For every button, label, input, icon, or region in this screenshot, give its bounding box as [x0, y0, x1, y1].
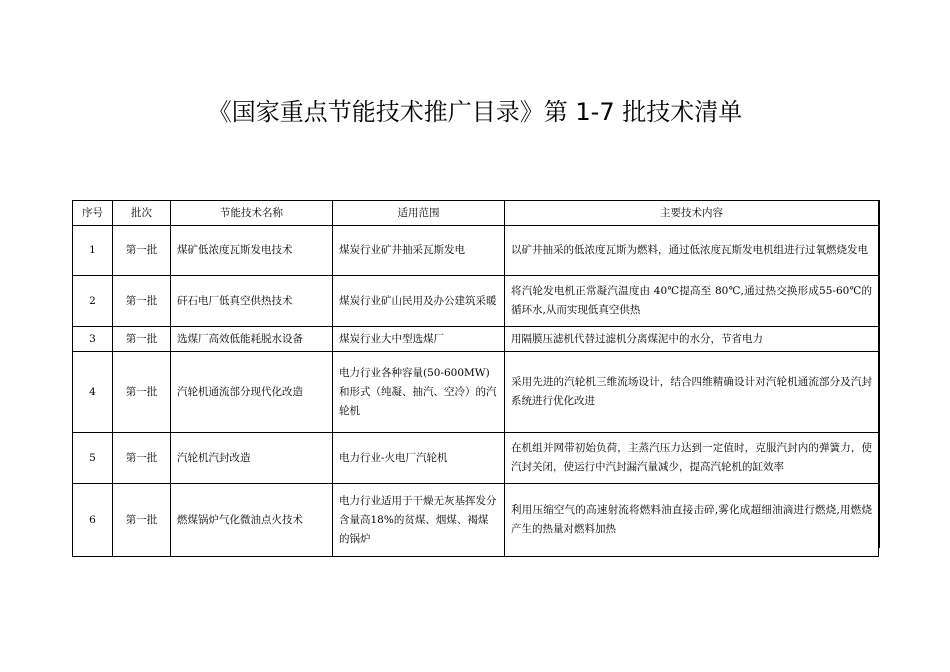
- cell-no: 2: [73, 276, 113, 327]
- cell-content: 以矿井抽采的低浓度瓦斯为燃料，通过低浓度瓦斯发电机组进行过氧燃烧发电: [505, 226, 879, 276]
- table-row: [73, 276, 879, 327]
- cell-batch: 第一批: [113, 226, 171, 276]
- cell-name: 矸石电厂低真空供热技术: [171, 276, 333, 327]
- cell-name: 汽轮机通流部分现代化改造: [171, 352, 333, 433]
- table-header-row: [73, 201, 879, 226]
- cell-scope: 电力行业各种容量(50-600MW)和形式（纯凝、抽汽、空冷）的汽轮机: [333, 352, 505, 433]
- cell-scope: 煤炭行业矿山民用及办公建筑采暖: [333, 276, 505, 327]
- table-row: [73, 484, 879, 557]
- table-row: [73, 433, 879, 484]
- table-right-border: [878, 200, 880, 548]
- cell-name: 煤矿低浓度瓦斯发电技术: [171, 226, 333, 276]
- cell-batch: 第一批: [113, 276, 171, 327]
- header-content: 主要技术内容: [505, 201, 879, 226]
- cell-scope: 电力行业适用于干燥无灰基挥发分含量高18%的贫煤、烟煤、褐煤的锅炉: [333, 484, 505, 557]
- cell-content: 用隔膜压滤机代替过滤机分离煤泥中的水分，节省电力: [505, 327, 879, 352]
- cell-batch: 第一批: [113, 327, 171, 352]
- cell-name: 汽轮机汽封改造: [171, 433, 333, 484]
- technology-table: [72, 200, 879, 557]
- cell-scope: 煤炭行业矿井抽采瓦斯发电: [333, 226, 505, 276]
- table-row: [73, 226, 879, 276]
- cell-batch: 第一批: [113, 484, 171, 557]
- header-no: 序号: [73, 201, 113, 226]
- cell-batch: 第一批: [113, 433, 171, 484]
- cell-content: 在机组并网带初始负荷，主蒸汽压力达到一定值时，克服汽封内的弹簧力，使汽封关闭，使运行中汽封漏汽量减少，提高汽轮机的缸效率: [505, 433, 879, 484]
- cell-content: 利用压缩空气的高速射流将燃料油直接击碎,雾化成超细油滴进行燃烧,用燃烧产生的热量对燃料加热: [505, 484, 879, 557]
- cell-no: 6: [73, 484, 113, 557]
- cell-no: 3: [73, 327, 113, 352]
- header-name: 节能技术名称: [171, 201, 333, 226]
- cell-name: 选煤厂高效低能耗脱水设备: [171, 327, 333, 352]
- table-row: [73, 327, 879, 352]
- cell-name: 燃煤锅炉气化微油点火技术: [171, 484, 333, 557]
- cell-no: 1: [73, 226, 113, 276]
- cell-content: 将汽轮发电机正常凝汽温度由 40℃提高至 80℃,通过热交换形成55-60℃的循环水,从而实现低真空供热: [505, 276, 879, 327]
- document-title: 《国家重点节能技术推广目录》第 1-7 批技术清单: [207, 98, 743, 126]
- cell-no: 5: [73, 433, 113, 484]
- header-scope: 适用范围: [333, 201, 505, 226]
- header-batch: 批次: [113, 201, 171, 226]
- cell-batch: 第一批: [113, 352, 171, 433]
- cell-scope: 煤炭行业大中型选煤厂: [333, 327, 505, 352]
- table-row: [73, 352, 879, 433]
- cell-scope: 电力行业-火电厂汽轮机: [333, 433, 505, 484]
- cell-no: 4: [73, 352, 113, 433]
- cell-content: 采用先进的汽轮机三维流场设计，结合四维精确设计对汽轮机通流部分及汽封系统进行优化改进: [505, 352, 879, 433]
